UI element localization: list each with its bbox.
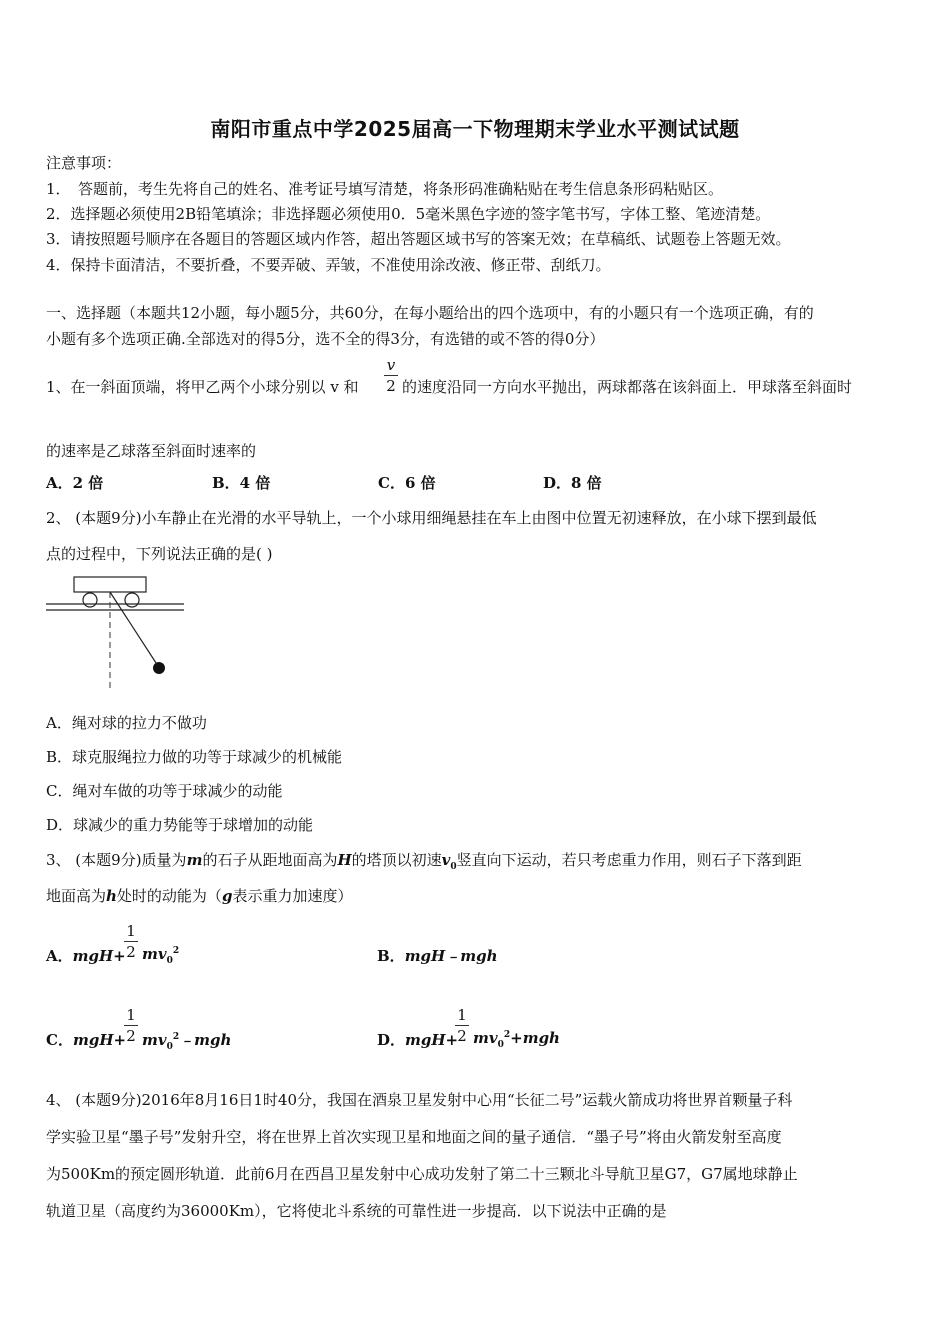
cart-body	[74, 577, 146, 592]
cart-wheel-left	[83, 593, 97, 607]
q4-text-line: 学实验卫星“墨子号”发射升空，将在世界上首次实现卫星和地面之间的量子通信．“墨子号”将由火箭发射至高度	[46, 1128, 782, 1146]
q3-option-a-fraction: 1 2	[124, 922, 138, 961]
notice-item: 3．请按照题号顺序在各题目的答题区域内作答，超出答题区域书写的答案无效；在草稿纸、试题卷上答题无效。	[46, 230, 791, 248]
q1-text-b: 的速度沿同一方向水平抛出，两球都落在该斜面上．甲球落至斜面时	[402, 378, 853, 396]
q1-fraction: v 2	[384, 356, 398, 395]
page-title: 南阳市重点中学2025届高一下物理期末学业水平测试试题	[210, 117, 740, 141]
q2-option-c: C．绳对车做的功等于球减少的动能	[46, 782, 283, 800]
q4-text-line: 为500Km的预定圆形轨道．此前6月在西昌卫星发射中心成功发射了第二十三颗北斗导航卫星G7，G7属地球静止	[46, 1165, 798, 1183]
q2-option-d: D．球减少的重力势能等于球增加的动能	[46, 816, 314, 834]
q1-text-line2: 的速率是乙球落至斜面时速率的	[46, 442, 257, 460]
section-heading-line1: 一、选择题（本题共12小题，每小题5分，共60分，在每小题给出的四个选项中，有的小题只有一个选项正确，有的	[46, 304, 814, 322]
q2-option-a: A．绳对球的拉力不做功	[46, 714, 207, 732]
q3-text-line1: 3、 (本题9分)质量为m的石子从距地面高为H的塔顶以初速$v_0$竖直向下运动，若只考虑重力作用，则石子下落到距	[46, 851, 802, 872]
q1-option-a: A．2 倍	[46, 474, 104, 492]
q2-text-line1: 2、 (本题9分)小车静止在光滑的水平导轨上，一个小球用细绳悬挂在车上由图中位置无初速释放，在小球下摆到最低	[46, 509, 817, 527]
q2-option-b: B．球克服绳拉力做的功等于球减少的机械能	[46, 748, 343, 766]
q3-option-a-term: $mv_0^2$	[142, 945, 180, 966]
q1-option-c: C．6 倍	[378, 474, 436, 492]
q3-option-d-fraction: 1 2	[455, 1006, 469, 1045]
q3-option-a: A．mgH+	[46, 947, 126, 965]
q3-option-d: D．mgH+	[377, 1031, 459, 1049]
pendulum-ball	[153, 662, 165, 674]
q3-text-line2: 地面高为h处时的动能为（g表示重力加速度）	[46, 887, 353, 905]
q4-text-line: 4、 (本题9分)2016年8月16日1时40分，我国在酒泉卫星发射中心用“长征二号”运载火箭成功将世界首颗量子科	[46, 1091, 793, 1109]
q1-option-d: D．8 倍	[543, 474, 602, 492]
q4-text-line: 轨道卫星（高度约为36000Km），它将使北斗系统的可靠性进一步提高．以下说法中正确的是	[46, 1202, 667, 1220]
section-heading-line2: 小题有多个选项正确.全部选对的得5分，选不全的得3分，有选错的或不答的得0分）	[46, 330, 605, 348]
q3-option-d-term: $mv_0^2+mgh$	[473, 1029, 560, 1050]
q3-option-c-term: $mv_0^2﹣mgh$	[142, 1031, 232, 1052]
q3-option-c: C．mgH+	[46, 1031, 127, 1049]
q2-text-line2: 点的过程中，下列说法正确的是( )	[46, 545, 273, 563]
notice-item: 2．选择题必须使用2B铅笔填涂；非选择题必须使用0．5毫米黑色字迹的签字笔书写，字体工整、笔迹清楚。	[46, 205, 771, 223]
q3-option-b: B．mgH﹣mgh	[377, 947, 498, 965]
cart-wheel-right	[125, 593, 139, 607]
notice-heading: 注意事项：	[46, 154, 122, 172]
notice-item: 4．保持卡面清洁，不要折叠，不要弄破、弄皱，不准使用涂改液、修正带、刮纸刀。	[46, 256, 611, 274]
q3-option-c-fraction: 1 2	[124, 1006, 138, 1045]
q1-text-a: 1、在一斜面顶端，将甲乙两个小球分别以 v 和	[46, 378, 359, 396]
notice-item: 1． 答题前，考生先将自己的姓名、准考证号填写清楚，将条形码准确粘贴在考生信息条形码粘贴区。	[46, 180, 724, 198]
cart-pendulum-diagram	[44, 572, 190, 694]
q1-option-b: B．4 倍	[212, 474, 271, 492]
